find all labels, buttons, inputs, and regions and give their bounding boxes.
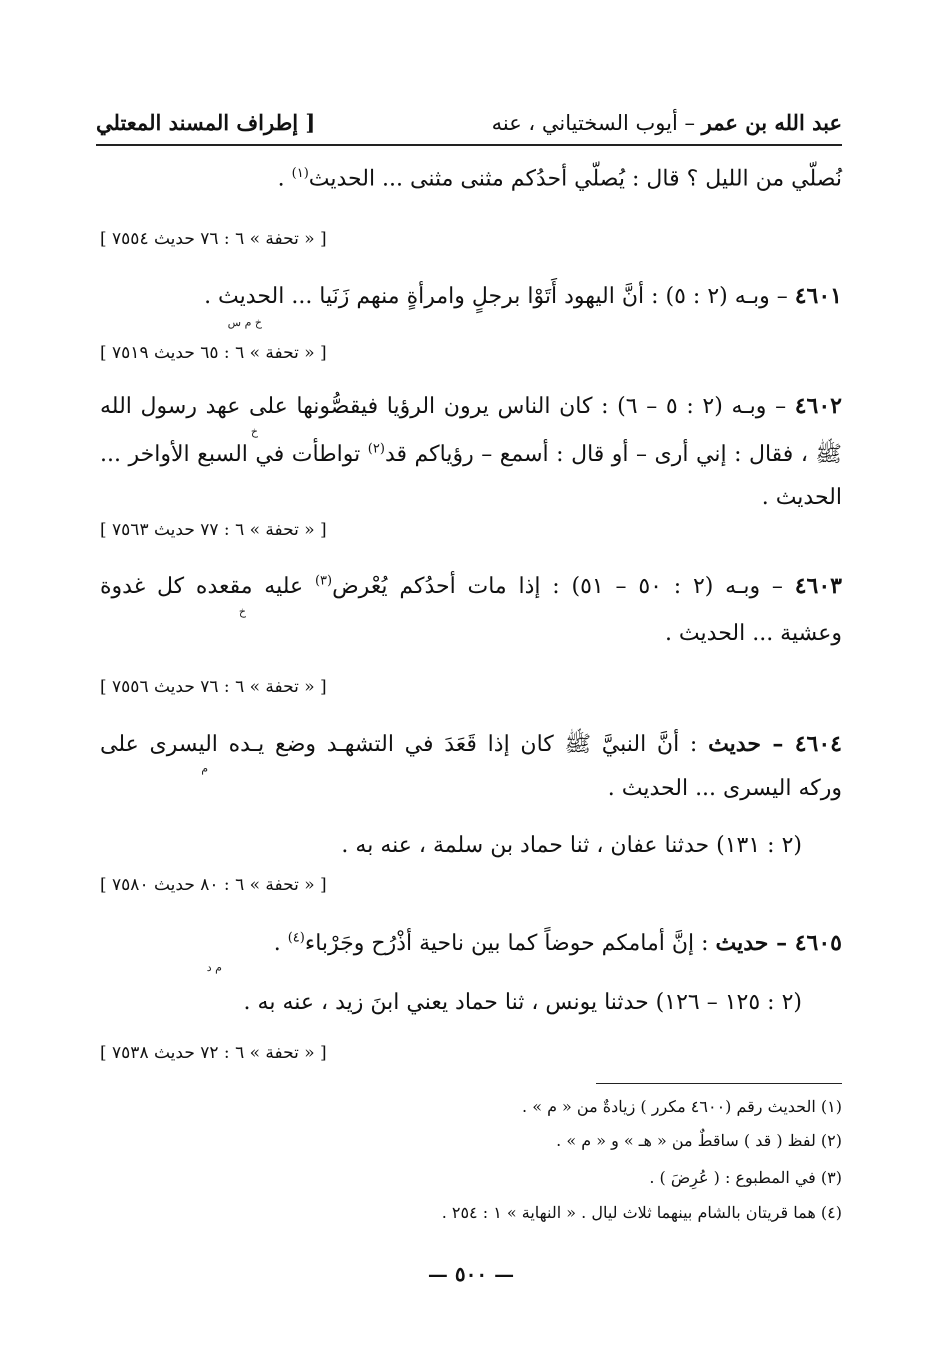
source-sigla-4605: م د [206, 961, 222, 974]
continuation-end: . [277, 166, 292, 192]
hadith-4603-line-2: وعشية ... الحديث . [664, 621, 842, 646]
tuhfa-ref-7538: [ « تحفة » ٦ : ٧٢ حديث ٧٥٣٨ ] [100, 1043, 327, 1063]
footnote-rule [596, 1083, 842, 1084]
hadith-4601 [204, 283, 842, 309]
hadith-text: عليه مقعده كل غدوة [100, 574, 315, 599]
hadith-text: – وبـه (٢ : ٥ – ٦) : كان الناس يرون الرؤيا فيقصُّونها على عهد رسول الله [100, 394, 795, 419]
hadith-4602-line-3: الحديث . [761, 485, 842, 510]
footnote-1: (١) الحديث رقم (٤٦٠٠ مكرر ) زيادةٌ من « م » . [522, 1097, 842, 1116]
hadith-text: – وبـه (٢ : ٥٠ – ٥١) : إذا مات أحدُكم يُعْرض [332, 574, 795, 599]
source-sigla-4602: خ [250, 425, 258, 438]
tuhfa-ref-7556: [ « تحفة » ٦ : ٧٦ حديث ٧٥٥٦ ] [100, 677, 327, 697]
hadith-text: – وبـه (٢ : ٥) : أنَّ اليهود أَتَوْا برجلٍ وامرأةٍ منهم زَنَيا ... الحديث . [204, 284, 795, 309]
hadith-text: ﷺ ، فقال : إني أرى – أو قال : أسمع – رؤياكم قد [384, 442, 842, 467]
footnote-marker-4: (٤) [287, 930, 305, 946]
header-rule [96, 144, 842, 146]
continuation-line [278, 166, 842, 191]
source-sigla-4601: خ م س [227, 316, 262, 329]
source-sigla-4604: م [201, 762, 208, 775]
hadith-keyword: – حديث [715, 930, 795, 956]
hadith-number: ٤٦٠١ [794, 283, 842, 309]
isnad-4605: (٢ : ١٢٥ – ١٢٦) حدثنا يونس ، ثنا حماد يعني ابنَ زيد ، عنه به . [243, 990, 802, 1015]
tuhfa-ref-7580: [ « تحفة » ٦ : ٨٠ حديث ٧٥٨٠ ] [100, 875, 327, 895]
continuation-text: نُصلّي من الليل ؟ قال : يُصلّي أحدُكم مثنى مثنى ... الحديث [308, 166, 842, 192]
header-book-title: [ إطراف المسند المعتلي [96, 109, 316, 135]
hadith-4602-line-1 [100, 393, 842, 419]
tuhfa-ref-7554: [ « تحفة » ٦ : ٧٦ حديث ٧٥٥٤ ] [100, 229, 327, 249]
hadith-number: ٤٦٠٣ [794, 573, 842, 599]
hadith-keyword: – حديث [708, 731, 795, 757]
header-chapter-title: عبد الله بن عمر [701, 109, 842, 135]
footnote-4: (٤) هما قريتان بالشام بينهما ثلاث ليال . « النهاية » ١ : ٢٥٤ . [441, 1203, 842, 1222]
running-header [96, 102, 842, 142]
hadith-text: تواطأت في السبع الأواخر ... [100, 442, 368, 467]
footnote-marker-2: (٢) [367, 441, 385, 457]
hadith-4605 [274, 930, 842, 956]
source-sigla-4603: خ [238, 605, 246, 618]
footnote-marker-1: (١) [291, 166, 309, 181]
header-chapter-sub: – أيوب السختياني ، عنه [491, 110, 702, 135]
header-chapter [492, 110, 842, 135]
hadith-number: ٤٦٠٢ [794, 393, 842, 419]
isnad-4604: (٢ : ١٣١) حدثنا عفان ، ثنا حماد بن سلمة ، عنه به . [341, 833, 802, 858]
hadith-number: ٤٦٠٤ [794, 731, 842, 757]
hadith-4604-line-2: وركه اليسرى ... الحديث . [607, 776, 842, 801]
tuhfa-ref-7519: [ « تحفة » ٦ : ٦٥ حديث ٧٥١٩ ] [100, 343, 327, 363]
hadith-4604-line-1 [100, 730, 842, 762]
footnote-2: (٢) لفظ ( قد ) ساقطٌ من « هـ » و « م » . [556, 1131, 842, 1150]
tuhfa-ref-7563: [ « تحفة » ٦ : ٧٧ حديث ٧٥٦٣ ] [100, 520, 327, 540]
hadith-4603-line-1 [100, 573, 842, 599]
hadith-text: : إنَّ أمامكم حوضاً كما بين ناحية أذْرُح وجَرْباء [304, 931, 716, 956]
hadith-text: : أنَّ النبيَّ ﷺ كان إذا قَعَدَ في التشهـد وضع يـده اليسرى على [100, 732, 709, 757]
hadith-text-end: . [273, 931, 288, 956]
footnote-3: (٣) في المطبوع : ( عُرِضَ ) . [649, 1168, 842, 1187]
page-number: — ٥٠٠ — [427, 1262, 515, 1286]
footnote-marker-3: (٣) [314, 573, 333, 589]
hadith-4602-line-2 [100, 440, 842, 472]
hadith-number: ٤٦٠٥ [794, 930, 842, 956]
